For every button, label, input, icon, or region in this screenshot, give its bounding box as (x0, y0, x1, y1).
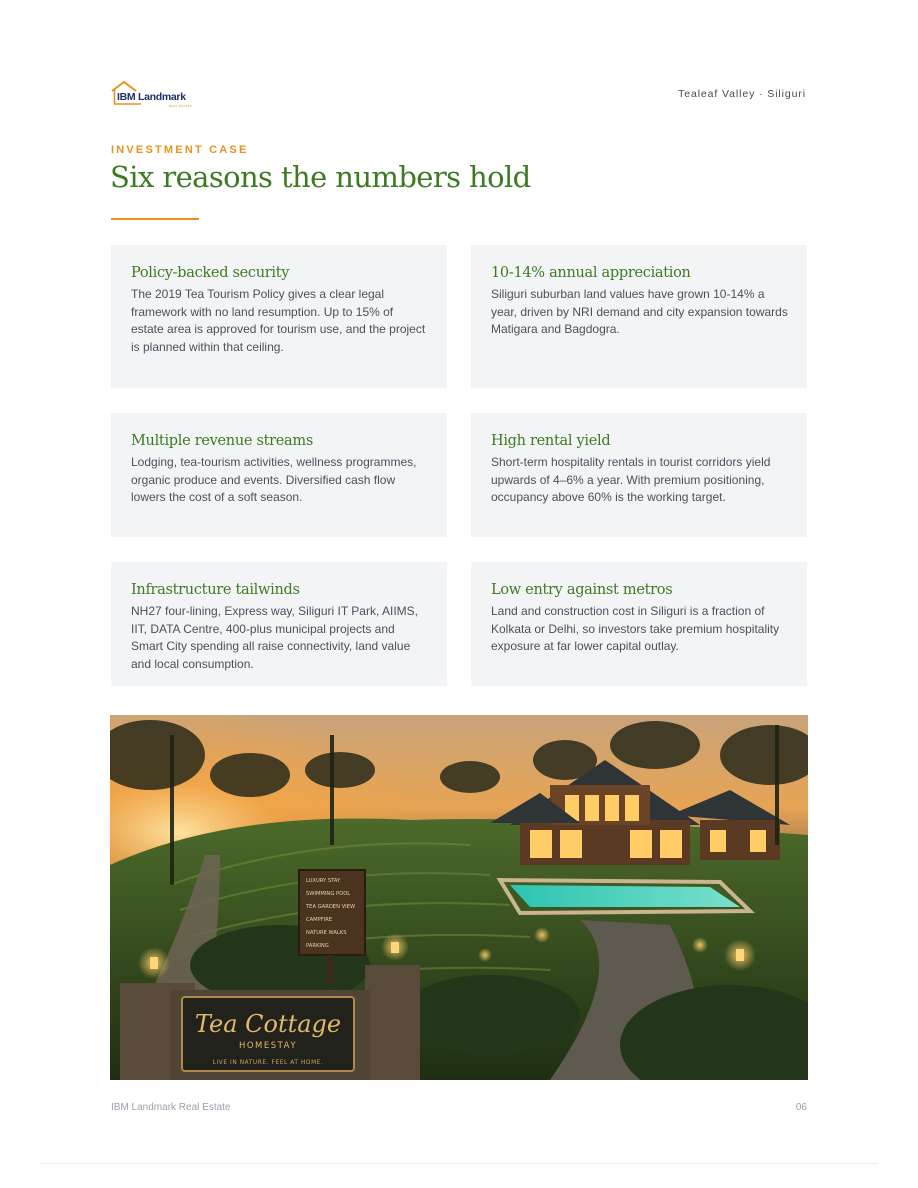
card-title: Multiple revenue streams (131, 433, 313, 449)
hero-image (110, 715, 808, 1080)
sign-title: Tea Cottage (194, 1010, 342, 1038)
logo-tagline: REAL ESTATE (169, 104, 193, 108)
footer-company: IBM Landmark Real Estate (111, 1102, 231, 1113)
signpost-item: PARKING (306, 943, 329, 949)
card-title: High rental yield (491, 433, 611, 449)
card-body: Siliguri suburban land values have grown 10-14% a year, driven by NRI demand and city expansion towards Matigara and Bagdogra. (491, 287, 788, 337)
title-underline (111, 218, 199, 220)
swimming-pool (510, 885, 740, 907)
section-eyebrow: INVESTMENT CASE (111, 144, 249, 156)
brand-logo (111, 80, 191, 108)
card-body: Lodging, tea-tourism activities, wellness programmes, organic produce and events. Diversified cash flow lowers the cost of a soft season. (131, 455, 417, 505)
reason-card-revenue (111, 413, 447, 537)
tea-cottage-illustration (110, 715, 808, 1080)
card-title: Infrastructure tailwinds (131, 582, 300, 598)
sign-tagline: LIVE IN NATURE. FEEL AT HOME. (212, 1060, 324, 1066)
signpost-item: NATURE WALKS (306, 930, 347, 936)
signpost-item: TEA GARDEN VIEW (306, 904, 356, 910)
card-body: NH27 four-lining, Express way, Siliguri IT Park, AIIMS, IIT, DATA Centre, 400-plus municipal projects and Smart City spending all raise connectivity, land value and local consumption. (131, 604, 418, 671)
page-bottom-divider (40, 1163, 878, 1164)
reason-card-infrastructure (111, 562, 447, 686)
card-title: Policy-backed security (131, 265, 290, 281)
signpost-item: LUXURY STAY (306, 878, 341, 884)
page-title: Six reasons the numbers hold (110, 160, 531, 194)
signpost-item: CAMPFIRE (306, 917, 333, 923)
header-location: Tealeaf Valley · Siliguri (678, 88, 806, 100)
card-body: Short-term hospitality rentals in tourist corridors yield upwards of 4–6% a year. With premium positioning, occupancy above 60% is the working target. (491, 455, 771, 505)
page-number: 06 (795, 1102, 807, 1113)
reason-card-policy (111, 245, 447, 388)
sign-subtitle: HOMESTAY (238, 1041, 298, 1051)
signpost-item: SWIMMING POOL (306, 891, 351, 897)
card-body: The 2019 Tea Tourism Policy gives a clear legal framework with no land resumption. Up to 15% of estate area is approved for tourism use, and the project is planned within that ceiling. (131, 287, 426, 354)
card-title: Low entry against metros (491, 582, 673, 598)
card-body: Land and construction cost in Siliguri is a fraction of Kolkata or Delhi, so investors take premium hospitality exposure at far lower capital outlay. (491, 604, 780, 654)
card-title: 10-14% annual appreciation (491, 265, 691, 281)
reason-card-entry (471, 562, 807, 686)
logo-wordmark: IBM Landmark (117, 91, 186, 103)
reason-card-yield (471, 413, 807, 537)
reason-card-appreciation (471, 245, 807, 388)
